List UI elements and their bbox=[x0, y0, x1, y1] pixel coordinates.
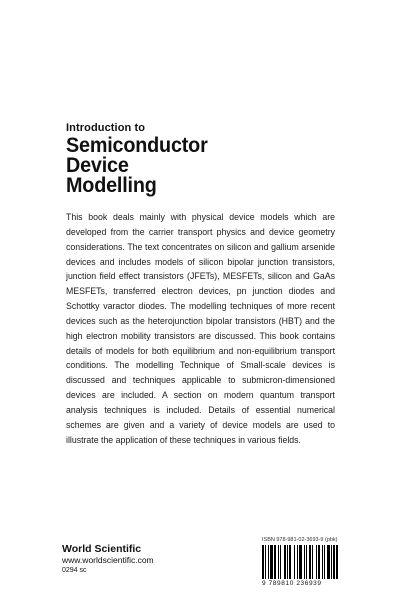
barcode bbox=[262, 545, 342, 579]
publisher-name: World Scientific bbox=[62, 543, 142, 555]
publisher-block bbox=[62, 543, 154, 576]
title-line-2: Device bbox=[66, 153, 129, 177]
isbn-block bbox=[262, 537, 342, 587]
product-code: 0294 sc bbox=[62, 567, 87, 574]
book-description: This book deals mainly with physical device models which are developed from the carrier transport physics and device geometry considerations. The text concentrates on silicon and gallium arsenide devices and includes models of silicon bipolar junction transistors, junction field effect transistors (JFETs), MESFETs, silicon and GaAs MESFETs, transferred electron devices, pn junction diodes and Schottky varactor diodes. The modelling techniques of more recent devices such as the heterojunction bipolar transistors (HBT) and the high electron mobility transistors are discussed. This book contains details of models for both equilibrium and non-equilibrium transport conditions. The modelling Technique of Small-scale devices is discussed and techniques applicable to submicron-dimensioned devices are included. A section on modern quantum transport analysis techniques is included. Details of essential numerical schemes are given and a variety of device models are used to illustrate the application of these techniques in various fields. bbox=[66, 212, 335, 445]
title-block bbox=[66, 122, 220, 195]
title-line-1: Semiconductor bbox=[66, 133, 208, 157]
barcode-digits: 9 789810 236939 bbox=[262, 580, 322, 587]
subtitle-intro: Introduction to bbox=[66, 122, 146, 134]
isbn-label: ISBN 978-981-02-3693-9 (pbk) bbox=[262, 537, 338, 543]
publisher-url: www.worldscientific.com bbox=[62, 555, 154, 565]
title-line-3: Modelling bbox=[66, 173, 157, 197]
